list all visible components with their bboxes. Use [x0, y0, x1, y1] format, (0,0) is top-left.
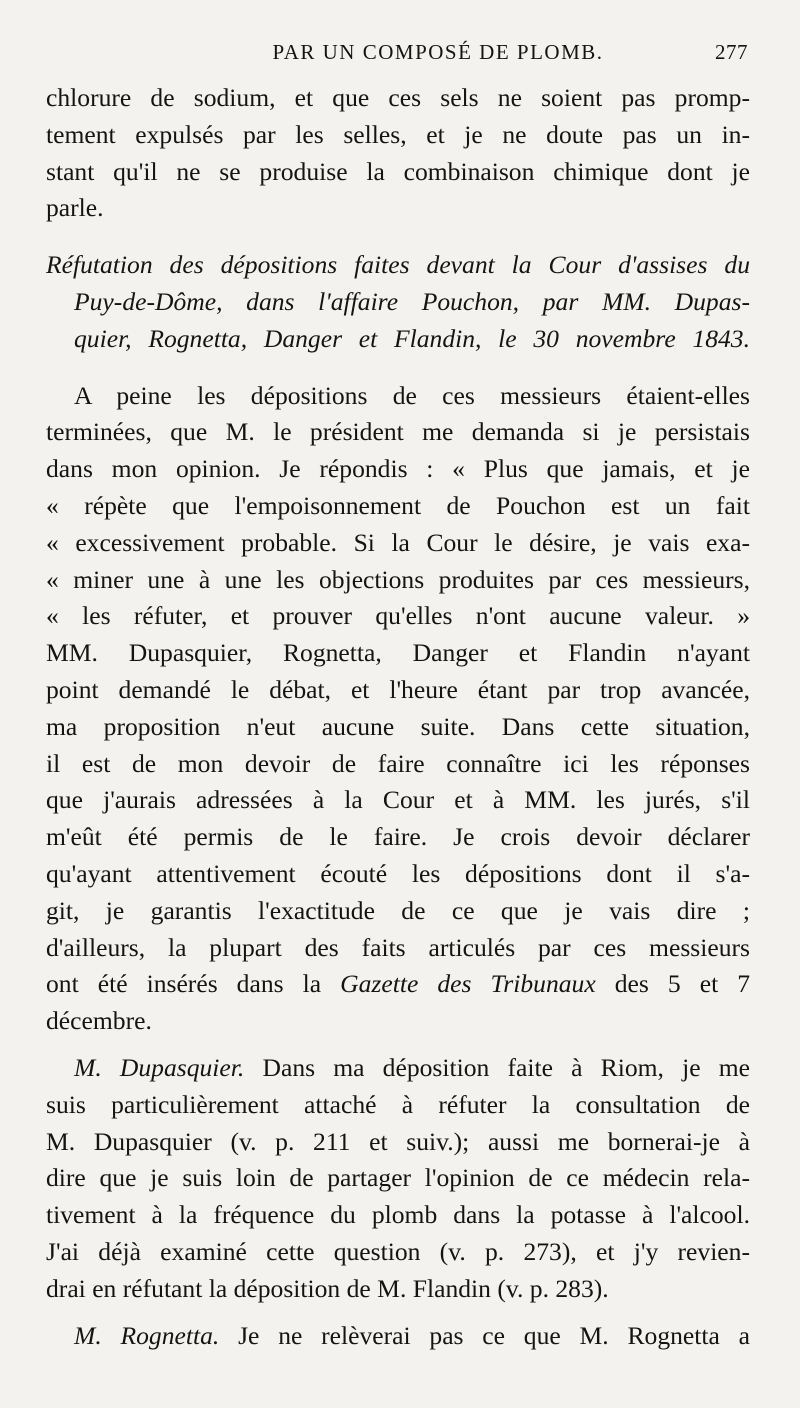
periodical-title: Gazette des Tribunaux — [340, 969, 596, 999]
text-line: « excessivement probable. Si la Cour le désire, je vais exa- — [46, 527, 750, 557]
text-run: Je ne relèverai pas ce que M. Rognetta a — [219, 1320, 751, 1350]
text-line: dire que je suis loin de partager l'opinion de ce médecin rela- — [46, 1163, 750, 1193]
text-line: qu'ayant attentivement écouté les dépositions dont il s'a- — [46, 858, 750, 888]
text-line: dans mon opinion. Je répondis : « Plus que jamais, et je — [46, 454, 750, 484]
speaker-name: M. Rognetta. — [74, 1320, 220, 1350]
text-line: A peine les dépositions de ces messieurs étaient-elles — [74, 380, 750, 410]
text-line: m'eût été permis de le faire. Je crois devoir déclarer — [46, 822, 750, 852]
text-run: Dans ma déposition faite à Riom, je me — [244, 1052, 750, 1082]
text-line: tivement à la fréquence du plomb dans la potasse à l'alcool. — [46, 1200, 750, 1230]
text-line: point demandé le débat, et l'heure étant par trop avancée, — [46, 674, 750, 704]
text-line: M. Dupasquier (v. p. 211 et suiv.); aussi me bornerai-je à — [46, 1126, 750, 1156]
paragraph-3 — [46, 1050, 750, 1308]
text-line: chlorure de sodium, et que ces sels ne soient pas promp- — [46, 83, 750, 112]
text-line: tement expulsés par les selles, et je ne doute pas un in- — [46, 119, 750, 149]
paragraph-1 — [46, 80, 750, 227]
text-line: J'ai déjà examiné cette question (v. p. 273), et j'y revien- — [46, 1236, 750, 1266]
text-line: d'ailleurs, la plupart des faits articulés par ces messieurs — [46, 932, 750, 962]
heading-line: Réfutation des dépositions faites devant la Cour d'assises du — [46, 250, 750, 280]
speaker-name: M. Dupasquier. — [74, 1052, 245, 1082]
text-line: « répète que l'empoisonnement de Pouchon est un fait — [46, 490, 750, 520]
text-line: git, je garantis l'exactitude de ce que je vais dire ; — [46, 895, 750, 925]
heading-line: Puy-de-Dôme, dans l'affaire Pouchon, par MM. Dupas- — [74, 286, 750, 316]
paragraph-4 — [46, 1318, 750, 1355]
heading-line: quier, Rognetta, Danger et Flandin, le 30 novembre 1843. — [74, 323, 750, 353]
text-line: suis particulièrement attaché à réfuter la consultation de — [46, 1089, 750, 1119]
text-line: MM. Dupasquier, Rognetta, Danger et Flandin n'ayant — [46, 638, 750, 668]
page-number: 277 — [715, 40, 748, 64]
text-line: drai en réfutant la déposition de M. Flandin (v. p. 283). — [46, 1273, 609, 1303]
text-line — [46, 1318, 750, 1355]
text-line — [46, 966, 750, 1003]
text-run: ont été insérés dans la — [46, 969, 341, 999]
running-head — [46, 40, 750, 80]
text-line: il est de mon devoir de faire connaître ici les réponses — [46, 748, 750, 778]
text-line: « les réfuter, et prouver qu'elles n'ont aucune valeur. » — [46, 601, 750, 631]
text-line: stant qu'il ne se produise la combinaison chimique dont je — [46, 156, 750, 186]
text-line: ma proposition n'eut aucune suite. Dans cette situation, — [46, 711, 750, 741]
text-line: décembre. — [46, 1006, 152, 1036]
body-text — [46, 80, 750, 1354]
section-heading — [46, 247, 750, 357]
text-line: que j'aurais adressées à la Cour et à MM. les jurés, s'il — [46, 785, 750, 815]
text-line: « miner une à une les objections produites par ces messieurs, — [46, 564, 750, 594]
running-title: PAR UN COMPOSÉ DE PLOMB. — [272, 40, 604, 64]
text-line: terminées, que M. le président me demanda si je persistais — [46, 417, 750, 447]
text-line — [46, 1050, 750, 1087]
text-run: des 5 et 7 — [595, 969, 750, 999]
paragraph-2 — [46, 378, 750, 1040]
text-line: parle. — [46, 193, 104, 223]
